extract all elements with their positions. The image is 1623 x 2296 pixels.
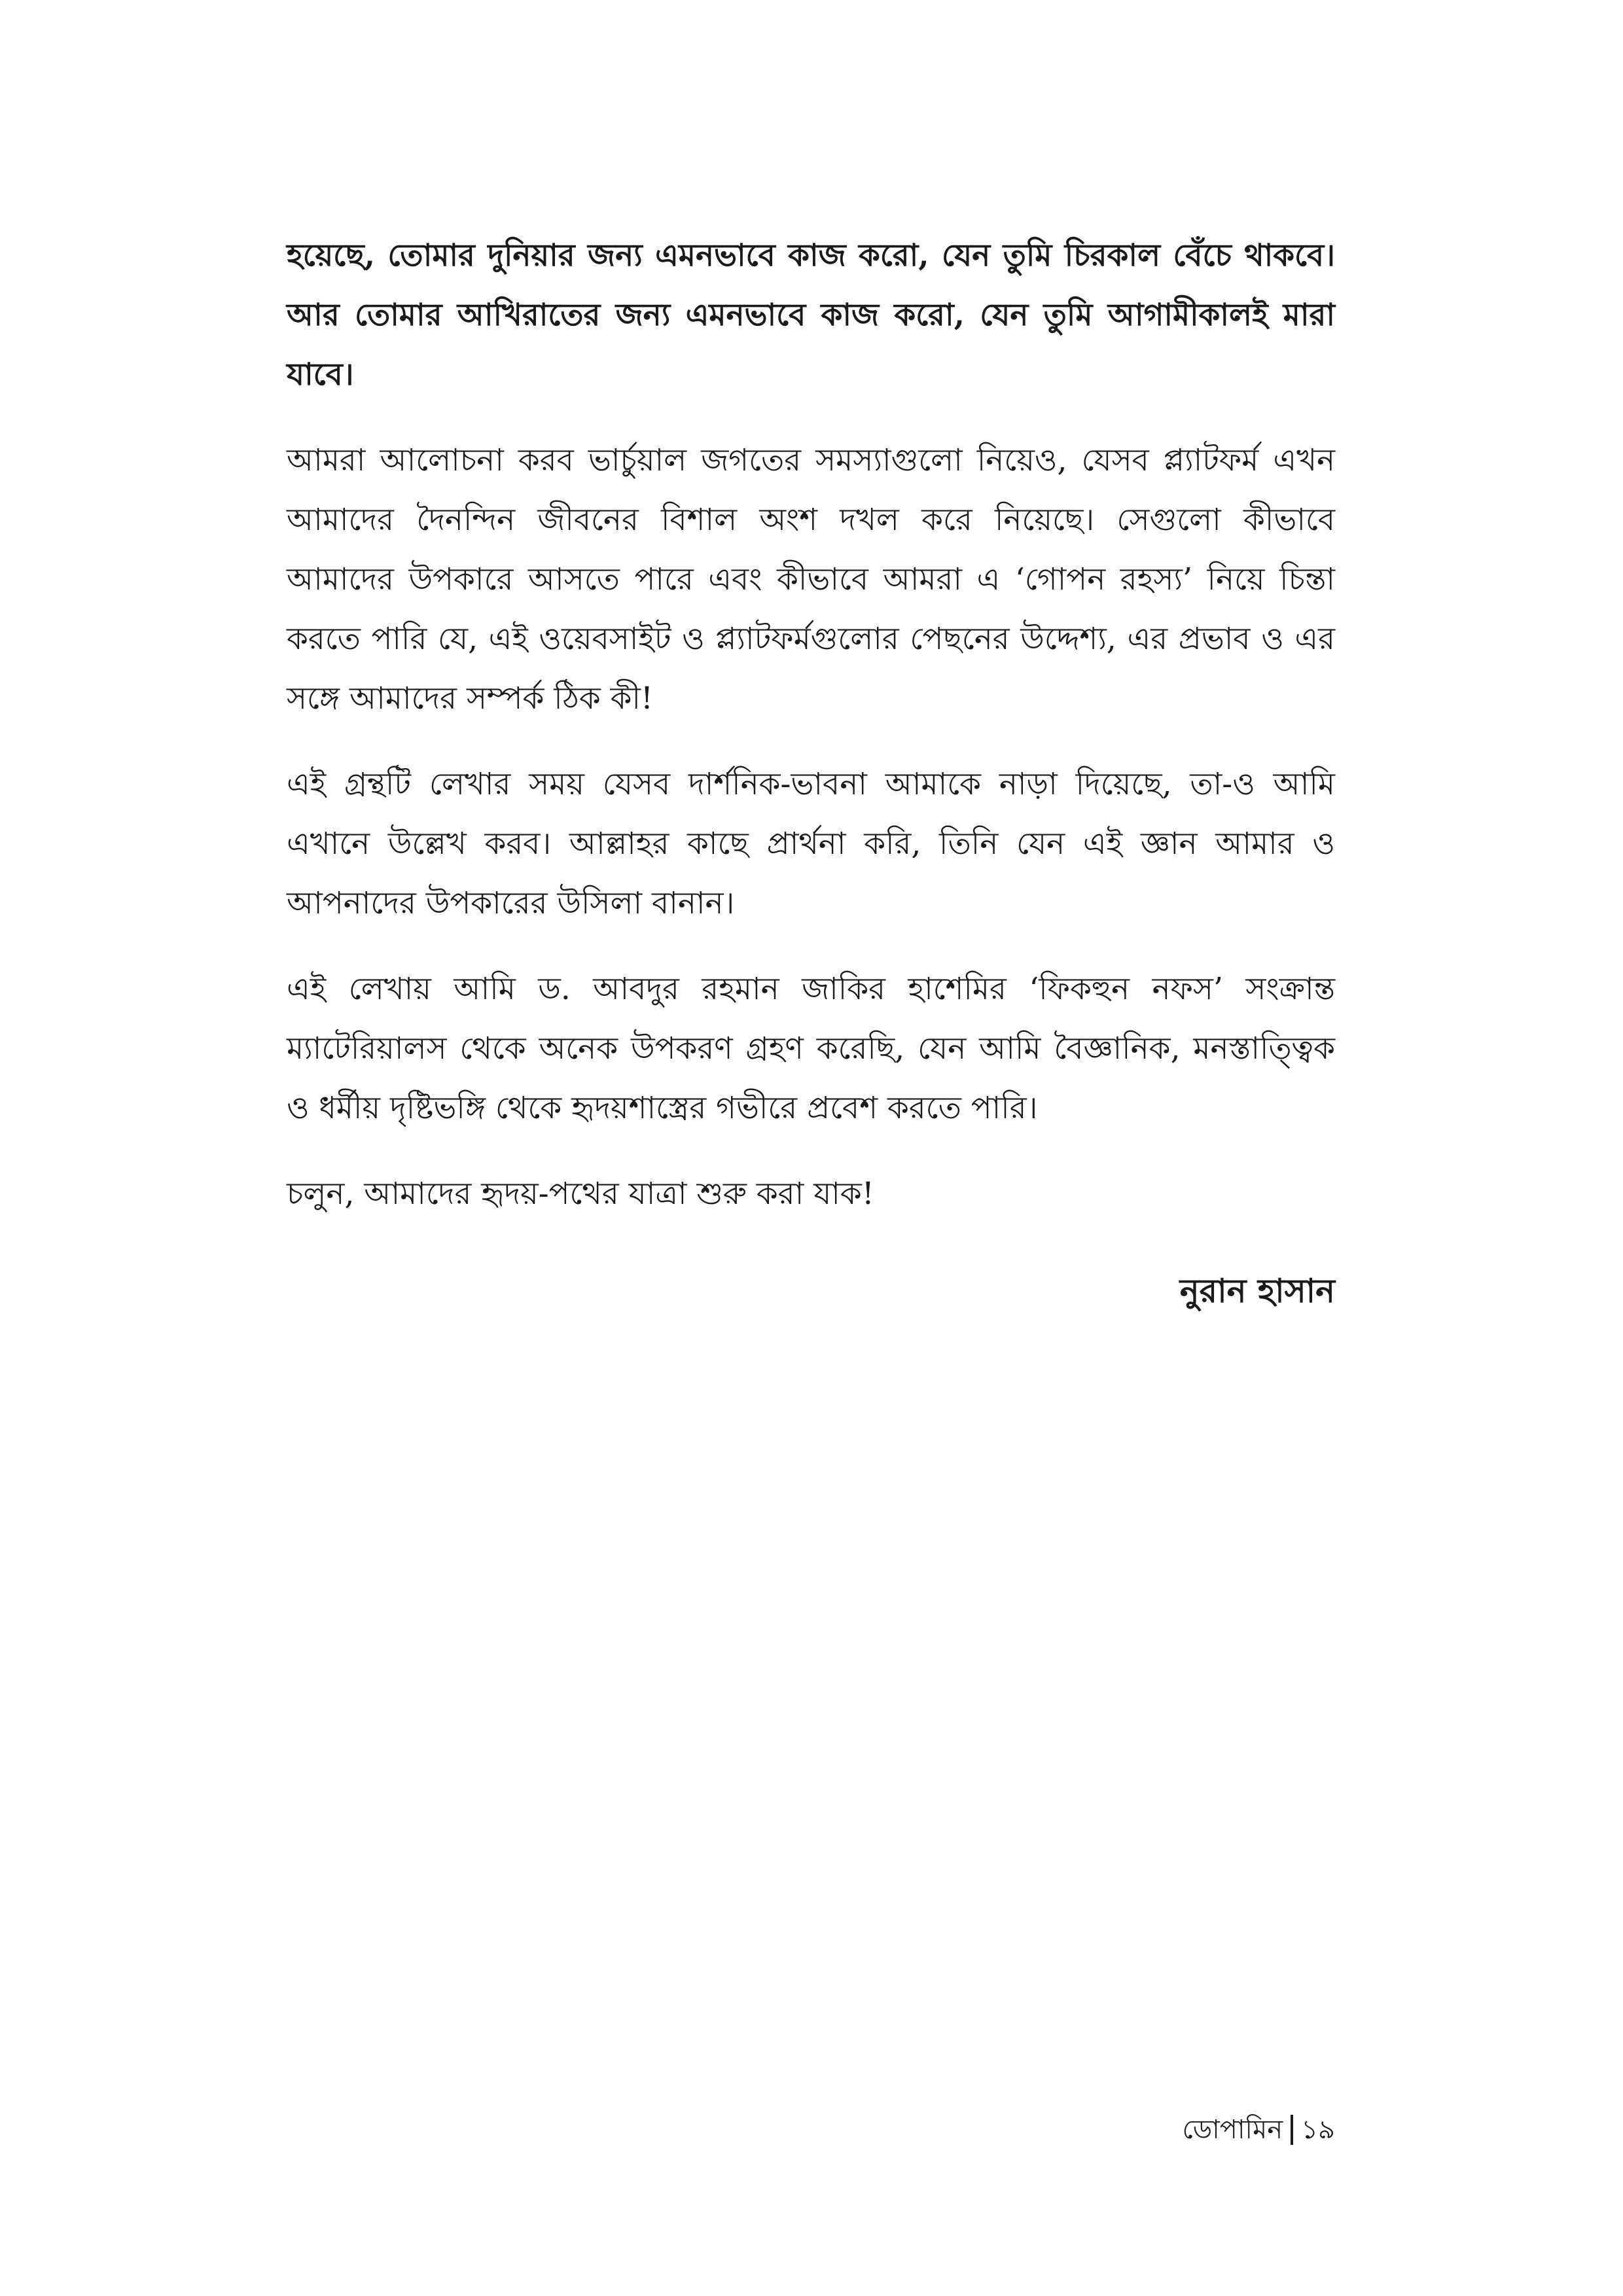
paragraph-philosophy: এই গ্রন্থটি লেখার সময় যেসব দার্শনিক-ভাবনা আমাকে নাড়া দিয়েছে, তা-ও আমি এখানে উল্লেখ করব। আল্লাহর কাছে প্রার্থনা করি, তিনি যেন এই জ্ঞান আমার ও আপনাদের উপকারের উসিলা বানান।	[287, 766, 1335, 921]
body-text	[287, 226, 1335, 1250]
page-number: ১৯	[1301, 2115, 1335, 2145]
quote-paragraph: হয়েছে, তোমার দুনিয়ার জন্য এমনভাবে কাজ করো, যেন তুমি চিরকাল বেঁচে থাকবে। আর তোমার আখিরাতের জন্য এমনভাবে কাজ করো, যেন তুমি আগামীকালই মারা যাবে।	[287, 238, 1335, 393]
author-signature: নুরান হাসান	[1179, 1271, 1335, 1310]
page-footer	[1183, 2110, 1335, 2149]
paragraph-closing: চলুন, আমাদের হৃদয়-পথের যাত্রা শুরু করা যাক!	[287, 1176, 874, 1212]
paragraph-sources: এই লেখায় আমি ড. আবদুর রহমান জাকির হাশেমির ‘ফিকহুন নফস’ সংক্রান্ত ম্যাটেরিয়ালস থেকে অনেক উপকরণ গ্রহণ করেছি, যেন আমি বৈজ্ঞানিক, মনস্তাত্ত্বিক ও ধর্মীয় দৃষ্টিভঙ্গি থেকে হৃদয়শাস্ত্রের গভীরে প্রবেশ করতে পারি।	[287, 971, 1335, 1126]
footer-separator	[1291, 2115, 1293, 2145]
running-title: ডোপামিন	[1182, 2115, 1283, 2145]
paragraph-virtual-world: আমরা আলোচনা করব ভার্চুয়াল জগতের সমস্যাগুলো নিয়েও, যেসব প্ল্যাটফর্ম এখন আমাদের দৈনন্দিন জীবনের বিশাল অংশ দখল করে নিয়েছে। সেগুলো কীভাবে আমাদের উপকারে আসতে পারে এবং কীভাবে আমরা এ ‘গোপন রহস্য’ নিয়ে চিন্তা করতে পারি যে, এই ওয়েবসাইট ও প্ল্যাটফর্মগুলোর পেছনের উদ্দেশ্য, এর প্রভাব ও এর সঙ্গে আমাদের সম্পর্ক ঠিক কী!	[287, 442, 1335, 716]
